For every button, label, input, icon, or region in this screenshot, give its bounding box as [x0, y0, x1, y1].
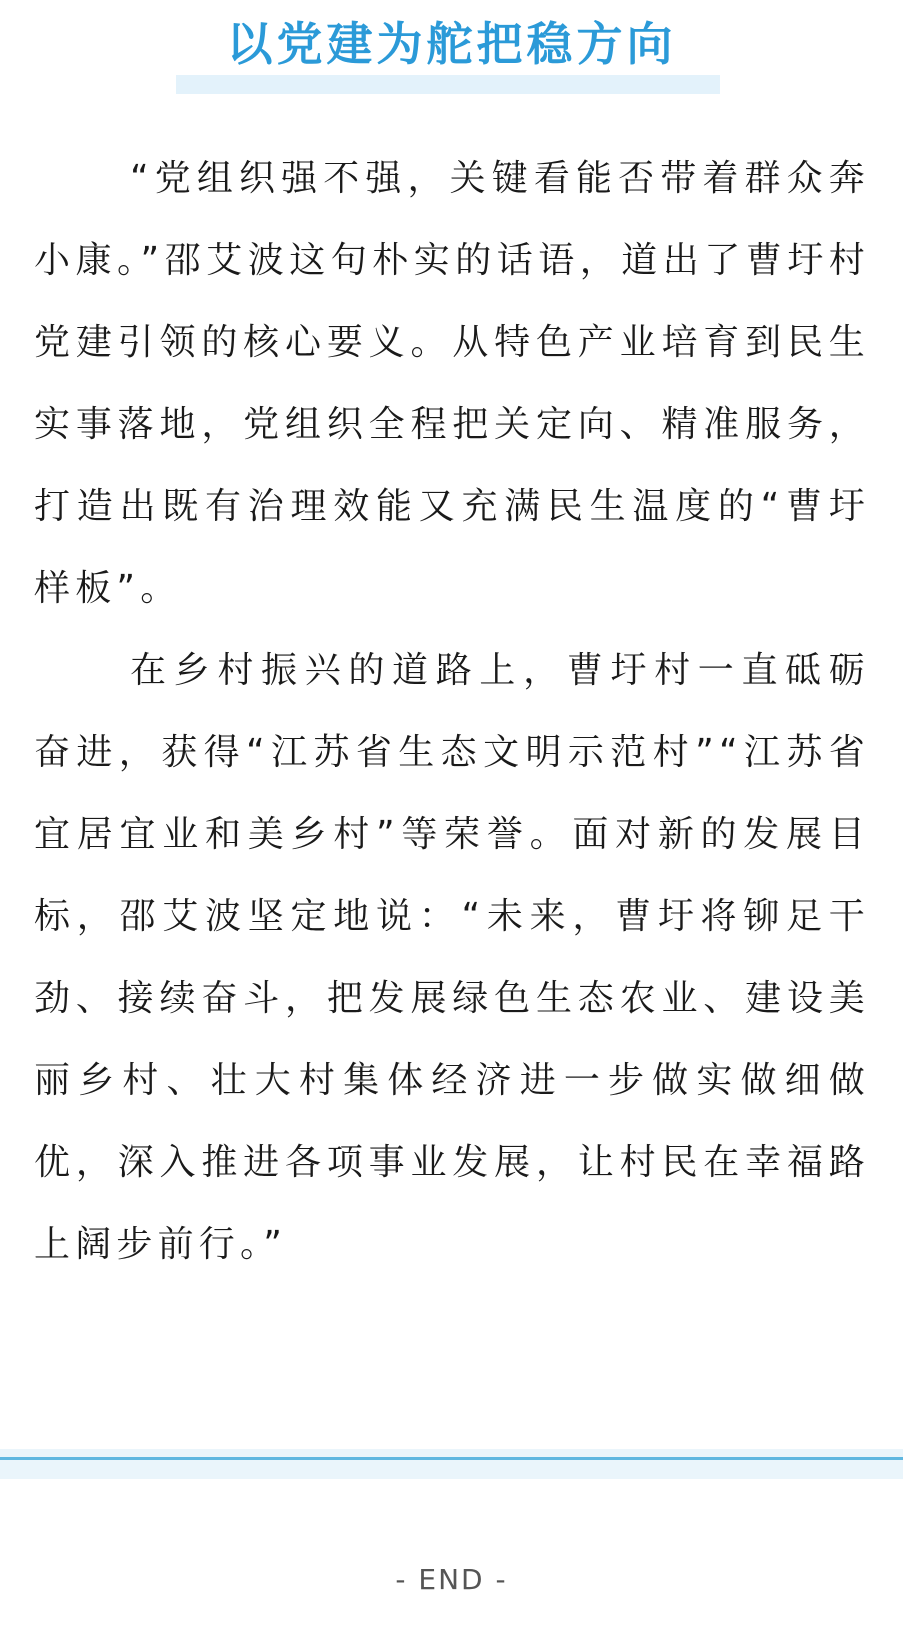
bottom-divider-line — [0, 1457, 903, 1460]
article-paragraph: “党组织强不强，关键看能否带着群众奔小康。”邵艾波这句朴实的话语，道出了曹圩村党建引领的核心要义。从特色产业培育到民生实事落地，党组织全程把关定向、精准服务，打造出既有治理效能又充满民生温度的“曹圩样板”。 — [34, 158, 870, 609]
end-mark: - END - — [395, 1563, 508, 1596]
article-body — [34, 138, 870, 1286]
bottom-divider-band — [0, 1449, 903, 1479]
article-paragraph: 在乡村振兴的道路上，曹圩村一直砥砺奋进，获得“江苏省生态文明示范村”“江苏省宜居宜业和美乡村”等荣誉。面对新的发展目标，邵艾波坚定地说：“未来，曹圩将铆足干劲、接续奋斗，把发展绿色生态农业、建设美丽乡村、壮大村集体经济进一步做实做细做优，深入推进各项事业发展，让村民在幸福路上阔步前行。” — [34, 650, 870, 1265]
section-heading — [0, 0, 903, 96]
section-title: 以党建为舵把稳方向 — [226, 17, 677, 71]
